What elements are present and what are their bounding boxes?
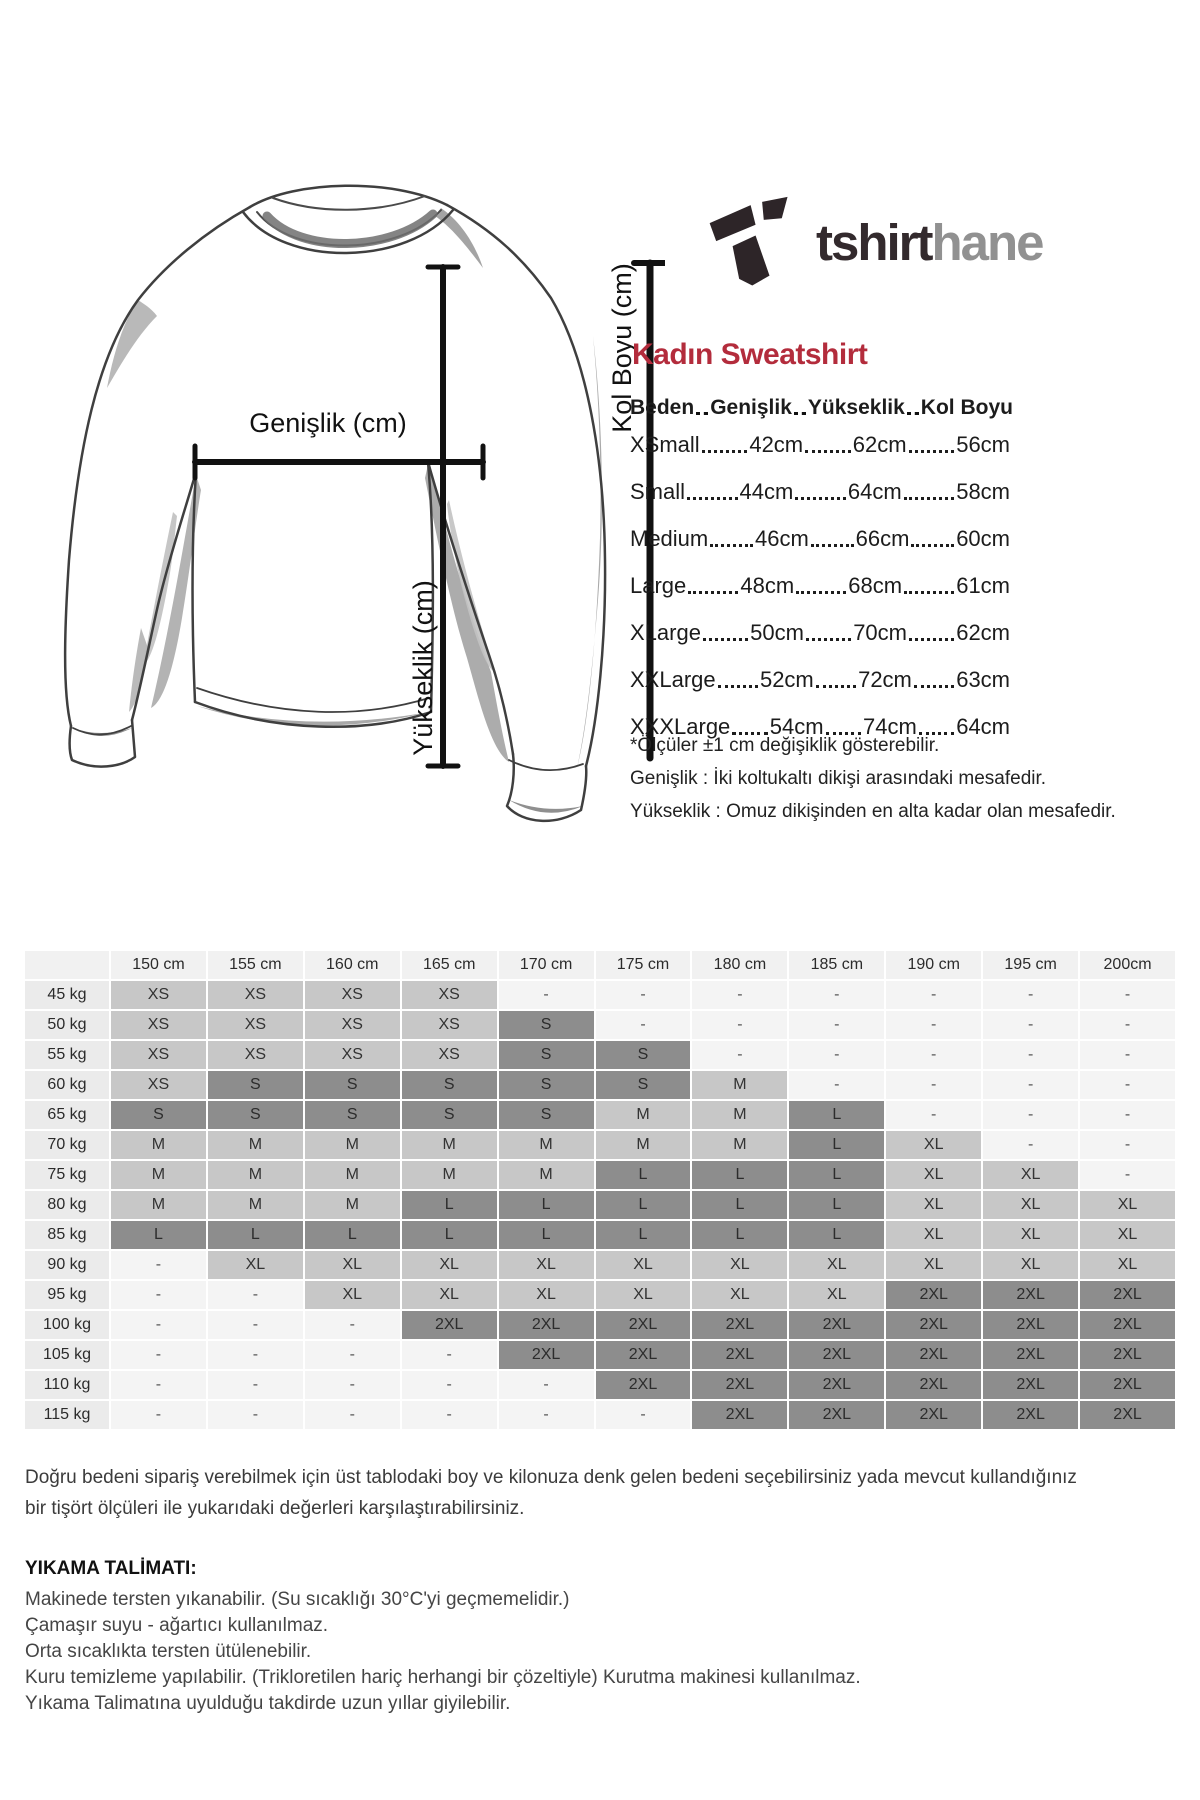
size-cell: M [402,1161,497,1189]
size-cell: - [305,1371,400,1399]
washing-instructions [25,1558,1185,1717]
size-cell: M [305,1161,400,1189]
size-table-row [630,667,1010,693]
size-cell: M [692,1131,787,1159]
size-cell: S [596,1071,691,1099]
weight-label-cell: 95 kg [25,1281,109,1309]
size-cell: - [983,1071,1078,1099]
size-table-row [630,573,1010,599]
size-cell: M [596,1101,691,1129]
sweatshirt-shading [73,208,602,813]
note-width-definition: Genişlik : İki koltukaltı dikişi arasındaki mesafedir. [630,768,1047,789]
size-cell: XL [499,1251,594,1279]
height-value: 62cm [852,432,907,457]
size-name: XXLarge [630,667,716,692]
size-cell: M [402,1131,497,1159]
dot-leader [796,591,846,594]
tshirthane-logo-icon [708,192,790,292]
size-cell: - [789,1011,884,1039]
size-name: Large [630,573,687,598]
size-measurement-table [630,396,1013,761]
size-cell: 2XL [1080,1281,1175,1309]
height-header-cell: 155 cm [208,951,303,979]
height-value: 72cm [858,667,912,692]
size-cell: L [499,1221,594,1249]
size-cell: - [111,1281,206,1309]
height-header-cell: 195 cm [983,951,1078,979]
width-value: 50cm [750,620,804,645]
sleeve-value: 56cm [956,432,1010,457]
size-cell: L [789,1131,884,1159]
size-cell: L [692,1191,787,1219]
size-name: Medium [630,526,709,551]
size-cell: - [111,1341,206,1369]
size-cell: XS [208,981,303,1009]
matrix-corner-cell [25,951,109,979]
weight-label-cell: 55 kg [25,1041,109,1069]
size-cell: 2XL [789,1341,884,1369]
size-cell: - [789,981,884,1009]
weight-label-cell: 80 kg [25,1191,109,1219]
size-cell: - [208,1371,303,1399]
size-cell: M [499,1161,594,1189]
product-title: Kadın Sweatshirt [632,338,868,371]
size-cell: - [983,1011,1078,1039]
height-header-cell: 160 cm [305,951,400,979]
size-cell: - [208,1281,303,1309]
sweatshirt-collar [243,196,453,253]
height-header-cell: 180 cm [692,951,787,979]
size-cell: - [789,1041,884,1069]
size-cell: XL [983,1191,1078,1219]
brand-name-primary: tshirt [816,213,932,271]
dot-leader [795,497,846,500]
size-cell: XL [596,1281,691,1309]
size-cell: XL [983,1251,1078,1279]
width-value: 44cm [739,479,794,504]
width-value: 48cm [740,573,795,598]
size-cell: - [305,1341,400,1369]
size-cell: 2XL [596,1311,691,1339]
size-cell: - [983,1131,1078,1159]
size-cell: XL [886,1191,981,1219]
size-cell: S [208,1101,303,1129]
size-cell: - [983,1101,1078,1129]
sweatshirt-outline [65,186,605,821]
measurement-notes [630,729,1116,828]
brand-name-secondary: hane [931,213,1043,271]
dot-leader [811,544,854,547]
size-table-row [630,432,1010,458]
size-cell: S [402,1101,497,1129]
size-cell: - [499,1401,594,1429]
size-table-rows [630,432,1010,740]
size-cell: 2XL [499,1341,594,1369]
height-value: 66cm [855,526,910,551]
size-cell: M [111,1131,206,1159]
washing-instruction-line: Yıkama Talimatına uyulduğu takdirde uzun yıllar giyilebilir. [25,1693,511,1714]
size-cell: XL [886,1161,981,1189]
size-cell: XL [499,1281,594,1309]
dot-leader [702,450,748,453]
size-cell: - [886,1071,981,1099]
size-cell: 2XL [499,1311,594,1339]
weight-label-cell: 110 kg [25,1371,109,1399]
dot-leader [687,497,738,500]
height-header-cell: 175 cm [596,951,691,979]
header-height: Yükseklik [807,396,905,419]
width-value: 42cm [749,432,804,457]
size-cell: 2XL [789,1311,884,1339]
height-header-cell: 200cm [1080,951,1175,979]
dot-leader [909,638,954,641]
size-cell: - [886,1041,981,1069]
size-name: Small [630,479,686,504]
size-cell: XL [208,1251,303,1279]
size-cell: M [692,1071,787,1099]
sizing-advice-paragraph [25,1462,1185,1524]
size-cell: - [1080,981,1175,1009]
size-cell: - [305,1401,400,1429]
sleeve-value: 62cm [956,620,1010,645]
size-cell: M [208,1131,303,1159]
size-cell: M [305,1191,400,1219]
sizing-advice-line: bir tişört ölçüleri ile yukarıdaki değerleri karşılaştırabilirsiniz. [25,1498,525,1519]
size-cell: XL [1080,1221,1175,1249]
size-cell: M [499,1131,594,1159]
size-cell: XL [305,1281,400,1309]
size-cell: - [402,1401,497,1429]
size-cell: - [208,1401,303,1429]
size-cell: 2XL [886,1311,981,1339]
size-cell: 2XL [983,1311,1078,1339]
weight-label-cell: 75 kg [25,1161,109,1189]
size-cell: L [305,1221,400,1249]
size-cell: L [402,1191,497,1219]
size-cell: XL [596,1251,691,1279]
size-cell: 2XL [1080,1401,1175,1429]
dot-leader [816,685,856,688]
size-cell: 2XL [1080,1311,1175,1339]
size-name: XSmall [630,432,700,457]
dot-leader [911,544,954,547]
size-cell: L [596,1161,691,1189]
size-cell: XS [305,1011,400,1039]
sizing-advice-line: Doğru bedeni sipariş verebilmek için üst tablodaki boy ve kilonuza denk gelen bedeni seçebilirsiniz yada mevcut kullandığınız [25,1467,1077,1488]
washing-instructions-title: YIKAMA TALİMATI: [25,1558,197,1579]
size-cell: M [305,1131,400,1159]
size-cell: 2XL [692,1311,787,1339]
size-cell: XS [305,1041,400,1069]
size-cell: XL [789,1281,884,1309]
size-cell: S [305,1101,400,1129]
size-cell: S [208,1071,303,1099]
size-cell: XL [983,1161,1078,1189]
size-cell: 2XL [789,1401,884,1429]
size-cell: - [596,1401,691,1429]
sleeve-value: 58cm [956,479,1010,504]
size-cell: 2XL [983,1341,1078,1369]
size-cell: XS [402,1041,497,1069]
size-cell: 2XL [886,1371,981,1399]
dot-leader [904,591,954,594]
size-cell: - [111,1311,206,1339]
size-cell: - [305,1311,400,1339]
size-cell: - [886,1011,981,1039]
dot-leader [696,412,708,415]
dot-leader [914,685,954,688]
size-cell: M [111,1191,206,1219]
weight-label-cell: 90 kg [25,1251,109,1279]
size-cell: L [789,1161,884,1189]
size-cell: L [499,1191,594,1219]
weight-label-cell: 45 kg [25,981,109,1009]
weight-label-cell: 100 kg [25,1311,109,1339]
size-cell: L [692,1161,787,1189]
size-cell: XL [1080,1251,1175,1279]
size-cell: XS [111,981,206,1009]
size-cell: L [789,1101,884,1129]
size-cell: S [499,1071,594,1099]
size-cell: S [305,1071,400,1099]
size-cell: - [1080,1131,1175,1159]
size-cell: XL [886,1131,981,1159]
sleeve-label: Kol Boyu (cm) [607,263,637,433]
sleeve-value: 61cm [956,573,1010,598]
dot-leader [909,450,955,453]
size-cell: 2XL [983,1371,1078,1399]
size-cell: XL [983,1221,1078,1249]
weight-label-cell: 105 kg [25,1341,109,1369]
size-cell: M [596,1131,691,1159]
size-cell: - [886,1101,981,1129]
size-cell: M [208,1161,303,1189]
size-cell: 2XL [886,1341,981,1369]
size-cell: - [111,1401,206,1429]
sleeve-value: 63cm [956,667,1010,692]
dot-leader [904,497,955,500]
height-value: 64cm [847,479,902,504]
size-cell: - [596,1011,691,1039]
size-cell: - [402,1341,497,1369]
size-cell: M [111,1161,206,1189]
size-cell: 2XL [692,1401,787,1429]
height-value: 68cm [848,573,903,598]
height-weight-size-matrix [25,951,1175,1429]
size-cell: 2XL [886,1281,981,1309]
size-cell: XL [692,1281,787,1309]
dot-leader [907,412,919,415]
size-cell: - [499,981,594,1009]
width-value: 52cm [759,667,814,692]
size-cell: L [402,1221,497,1249]
header-size: Beden [630,396,695,419]
dot-leader [718,685,758,688]
size-cell: 2XL [983,1281,1078,1309]
size-cell: M [208,1191,303,1219]
size-cell: S [499,1041,594,1069]
size-cell: 2XL [1080,1371,1175,1399]
size-cell: - [208,1341,303,1369]
note-height-definition: Yükseklik : Omuz dikişinden en alta kadar olan mesafedir. [630,801,1116,822]
weight-label-cell: 70 kg [25,1131,109,1159]
size-cell: XL [402,1281,497,1309]
height-value: 74cm [862,714,917,739]
size-cell: - [1080,1071,1175,1099]
size-cell: XL [886,1221,981,1249]
sweatshirt-diagram [45,160,665,845]
size-cell: - [886,981,981,1009]
size-cell: 2XL [596,1341,691,1369]
brand-name [816,213,1043,272]
dot-leader [805,450,851,453]
size-cell: - [789,1071,884,1099]
brand-header [708,192,1043,292]
size-cell: - [208,1311,303,1339]
size-cell: 2XL [983,1401,1078,1429]
size-cell: - [111,1371,206,1399]
dot-leader [806,638,851,641]
size-cell: L [111,1221,206,1249]
height-header-cell: 170 cm [499,951,594,979]
size-cell: 2XL [596,1371,691,1399]
size-cell: L [692,1221,787,1249]
size-cell: 2XL [692,1371,787,1399]
size-table-row [630,526,1010,552]
size-table-row [630,620,1010,646]
size-cell: S [111,1101,206,1129]
washing-instruction-line: Makinede tersten yıkanabilir. (Su sıcaklığı 30°C'yi geçmemelidir.) [25,1589,570,1610]
size-cell: - [983,981,1078,1009]
size-cell: XS [111,1041,206,1069]
size-cell: M [692,1101,787,1129]
dot-leader [794,412,806,415]
size-cell: 2XL [402,1311,497,1339]
size-name: XXXLarge [630,714,731,739]
size-cell: XL [1080,1191,1175,1219]
size-cell: - [596,981,691,1009]
size-cell: L [208,1221,303,1249]
size-cell: - [1080,1101,1175,1129]
size-cell: - [1080,1011,1175,1039]
size-cell: XL [886,1251,981,1279]
size-cell: L [789,1191,884,1219]
size-cell: - [983,1041,1078,1069]
height-header-cell: 150 cm [111,951,206,979]
size-cell: XS [111,1011,206,1039]
washing-instruction-line: Kuru temizleme yapılabilir. (Trikloretilen hariç herhangi bir çözeltiyle) Kurutma makinesi kullanılmaz. [25,1667,861,1688]
size-table-header [630,396,1013,420]
height-header-cell: 190 cm [886,951,981,979]
size-cell: XL [789,1251,884,1279]
size-cell: S [499,1011,594,1039]
weight-label-cell: 115 kg [25,1401,109,1429]
size-cell: 2XL [886,1401,981,1429]
header-sleeve: Kol Boyu [920,396,1013,419]
size-table-row [630,479,1010,505]
size-cell: XS [305,981,400,1009]
size-cell: - [692,1041,787,1069]
width-label: Genişlik (cm) [249,408,407,438]
washing-instruction-line: Orta sıcaklıkta tersten ütülenebilir. [25,1641,312,1662]
size-cell: - [692,1011,787,1039]
size-name: XLarge [630,620,701,645]
size-cell: - [692,981,787,1009]
size-cell: - [111,1251,206,1279]
size-cell: - [1080,1041,1175,1069]
weight-label-cell: 60 kg [25,1071,109,1099]
note-tolerance: *Ölçüler ±1 cm değişiklik gösterebilir. [630,735,940,756]
size-cell: XS [402,981,497,1009]
height-label: Yükseklik (cm) [408,580,438,756]
size-cell: XL [692,1251,787,1279]
size-cell: S [402,1071,497,1099]
washing-instruction-line: Çamaşır suyu - ağartıcı kullanılmaz. [25,1615,329,1636]
size-cell: L [789,1221,884,1249]
header-width: Genişlik [710,396,792,419]
size-cell: 2XL [692,1341,787,1369]
washing-instructions-lines [25,1587,1185,1717]
size-cell: XS [208,1011,303,1039]
height-header-cell: 165 cm [402,951,497,979]
size-cell: XL [402,1251,497,1279]
dot-leader [703,638,748,641]
height-header-cell: 185 cm [789,951,884,979]
size-cell: XL [305,1251,400,1279]
size-cell: - [402,1371,497,1399]
size-cell: S [499,1101,594,1129]
size-cell: - [499,1371,594,1399]
size-cell: XS [402,1011,497,1039]
size-cell: L [596,1191,691,1219]
size-cell: - [1080,1161,1175,1189]
weight-label-cell: 85 kg [25,1221,109,1249]
size-cell: L [596,1221,691,1249]
width-value: 54cm [769,714,824,739]
size-cell: S [596,1041,691,1069]
size-cell: 2XL [1080,1341,1175,1369]
dot-leader [710,544,753,547]
size-cell: XS [111,1071,206,1099]
sleeve-value: 60cm [956,526,1010,551]
width-value: 46cm [755,526,809,551]
sleeve-value: 64cm [956,714,1010,739]
weight-label-cell: 65 kg [25,1101,109,1129]
weight-label-cell: 50 kg [25,1011,109,1039]
height-value: 70cm [853,620,907,645]
size-cell: XS [208,1041,303,1069]
size-cell: 2XL [789,1371,884,1399]
dot-leader [688,591,738,594]
